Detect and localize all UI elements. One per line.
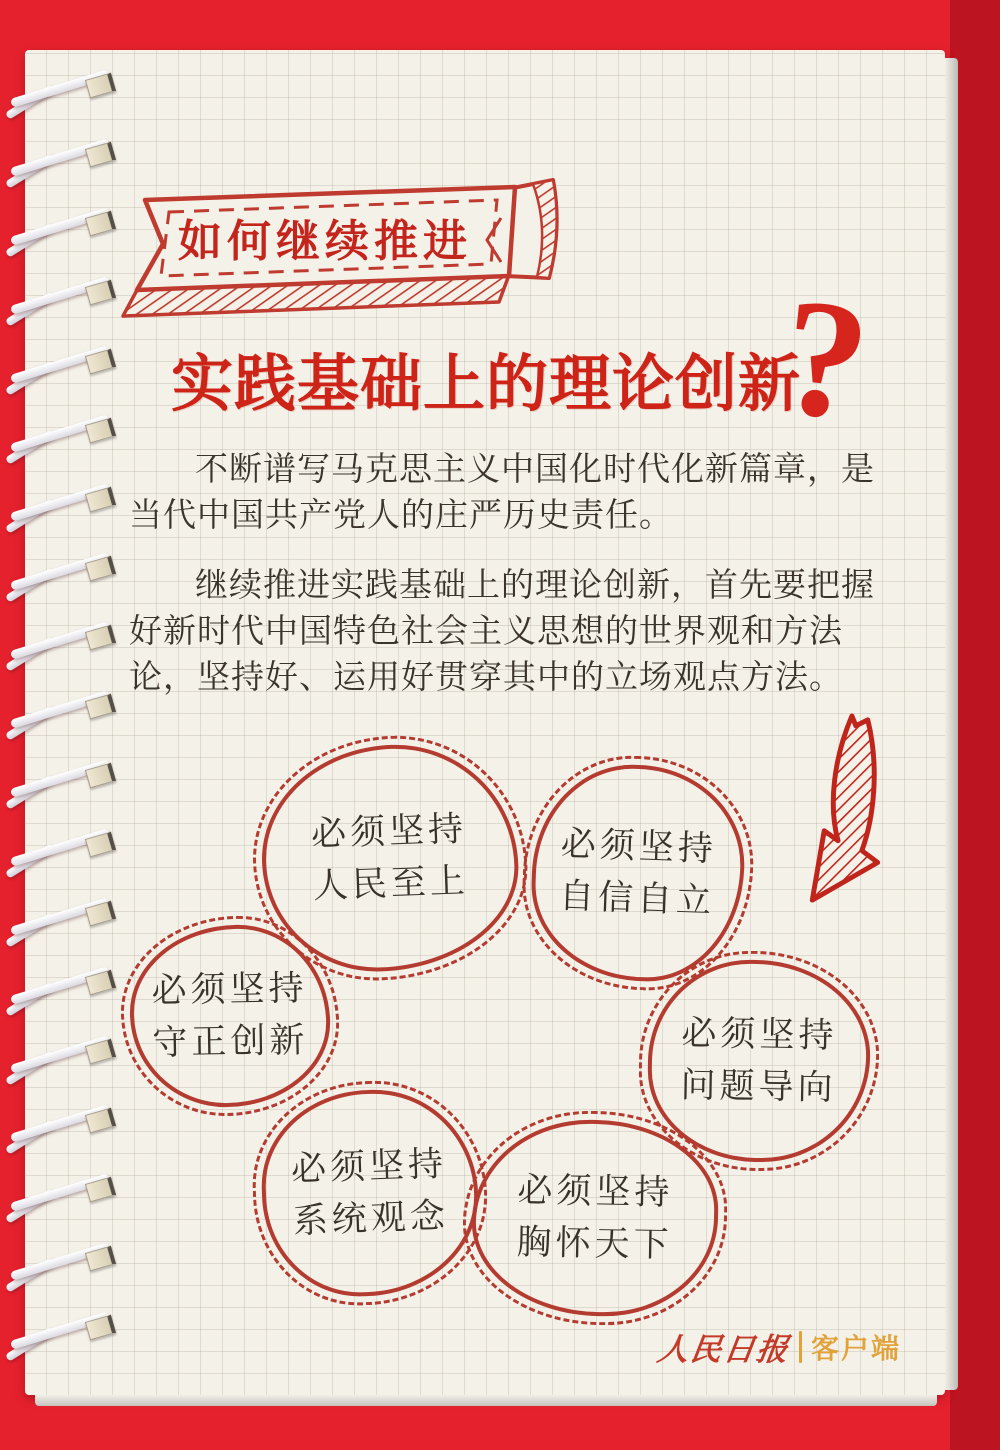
bubble-systems-concept [249, 1077, 491, 1309]
question-mark: ? [773, 262, 877, 457]
notebook-page [25, 50, 945, 1395]
spiral-loop [9, 206, 133, 252]
paragraph-1: 不断谱写马克思主义中国化时代化新篇章，是当代中国共产党人的庄严历史责任。 [129, 449, 875, 534]
banner-label: 如何继续推进 [178, 217, 472, 266]
peoples-daily-wordmark: 人民日报 [654, 1332, 793, 1368]
spiral-loop [9, 482, 133, 528]
spiral-loop [9, 137, 133, 183]
spiral-loop [9, 1034, 133, 1080]
spiral-loop [9, 1241, 133, 1287]
spiral-loop [9, 620, 133, 666]
bubble-text: 必须坚持 守正创新 [128, 923, 331, 1108]
curved-down-arrow-icon [797, 710, 889, 908]
spiral-loop [9, 689, 133, 735]
bubble-text: 必须坚持 问题导向 [646, 958, 871, 1164]
publisher-logo [654, 1324, 901, 1369]
spiral-loop [9, 896, 133, 942]
spiral-loop [9, 275, 133, 321]
bubble-text: 必须坚持 系统观念 [258, 1086, 481, 1299]
spiral-loop [9, 827, 133, 873]
page-title: 实践基础上的理论创新 [171, 350, 802, 419]
body-text [129, 446, 891, 724]
logo-divider [799, 1331, 802, 1363]
spiral-loop [9, 551, 133, 597]
spiral-loop [9, 413, 133, 459]
spiral-loop [9, 965, 133, 1011]
spiral-loop [9, 1310, 133, 1356]
paragraph-2: 继续推进实践基础上的理论创新，首先要把握好新时代中国特色社会主义思想的世界观和方法论，坚持好、运用好贯穿其中的立场观点方法。 [129, 565, 875, 696]
bubble-world-vision [461, 1109, 729, 1328]
client-label: 客户端 [810, 1332, 901, 1364]
spiral-binding [25, 50, 155, 1395]
spiral-loop [9, 1172, 133, 1218]
spiral-loop [9, 344, 133, 390]
ribbon-banner [113, 176, 568, 328]
spiral-loop [9, 68, 133, 114]
spiral-loop [9, 1103, 133, 1149]
bubble-text: 必须坚持 胸怀天下 [470, 1118, 719, 1318]
bubble-text: 必须坚持 自信自立 [528, 761, 747, 984]
bubble-text: 必须坚持 人民至上 [258, 741, 522, 976]
spiral-loop [9, 758, 133, 804]
ribbon-icon [113, 176, 568, 328]
